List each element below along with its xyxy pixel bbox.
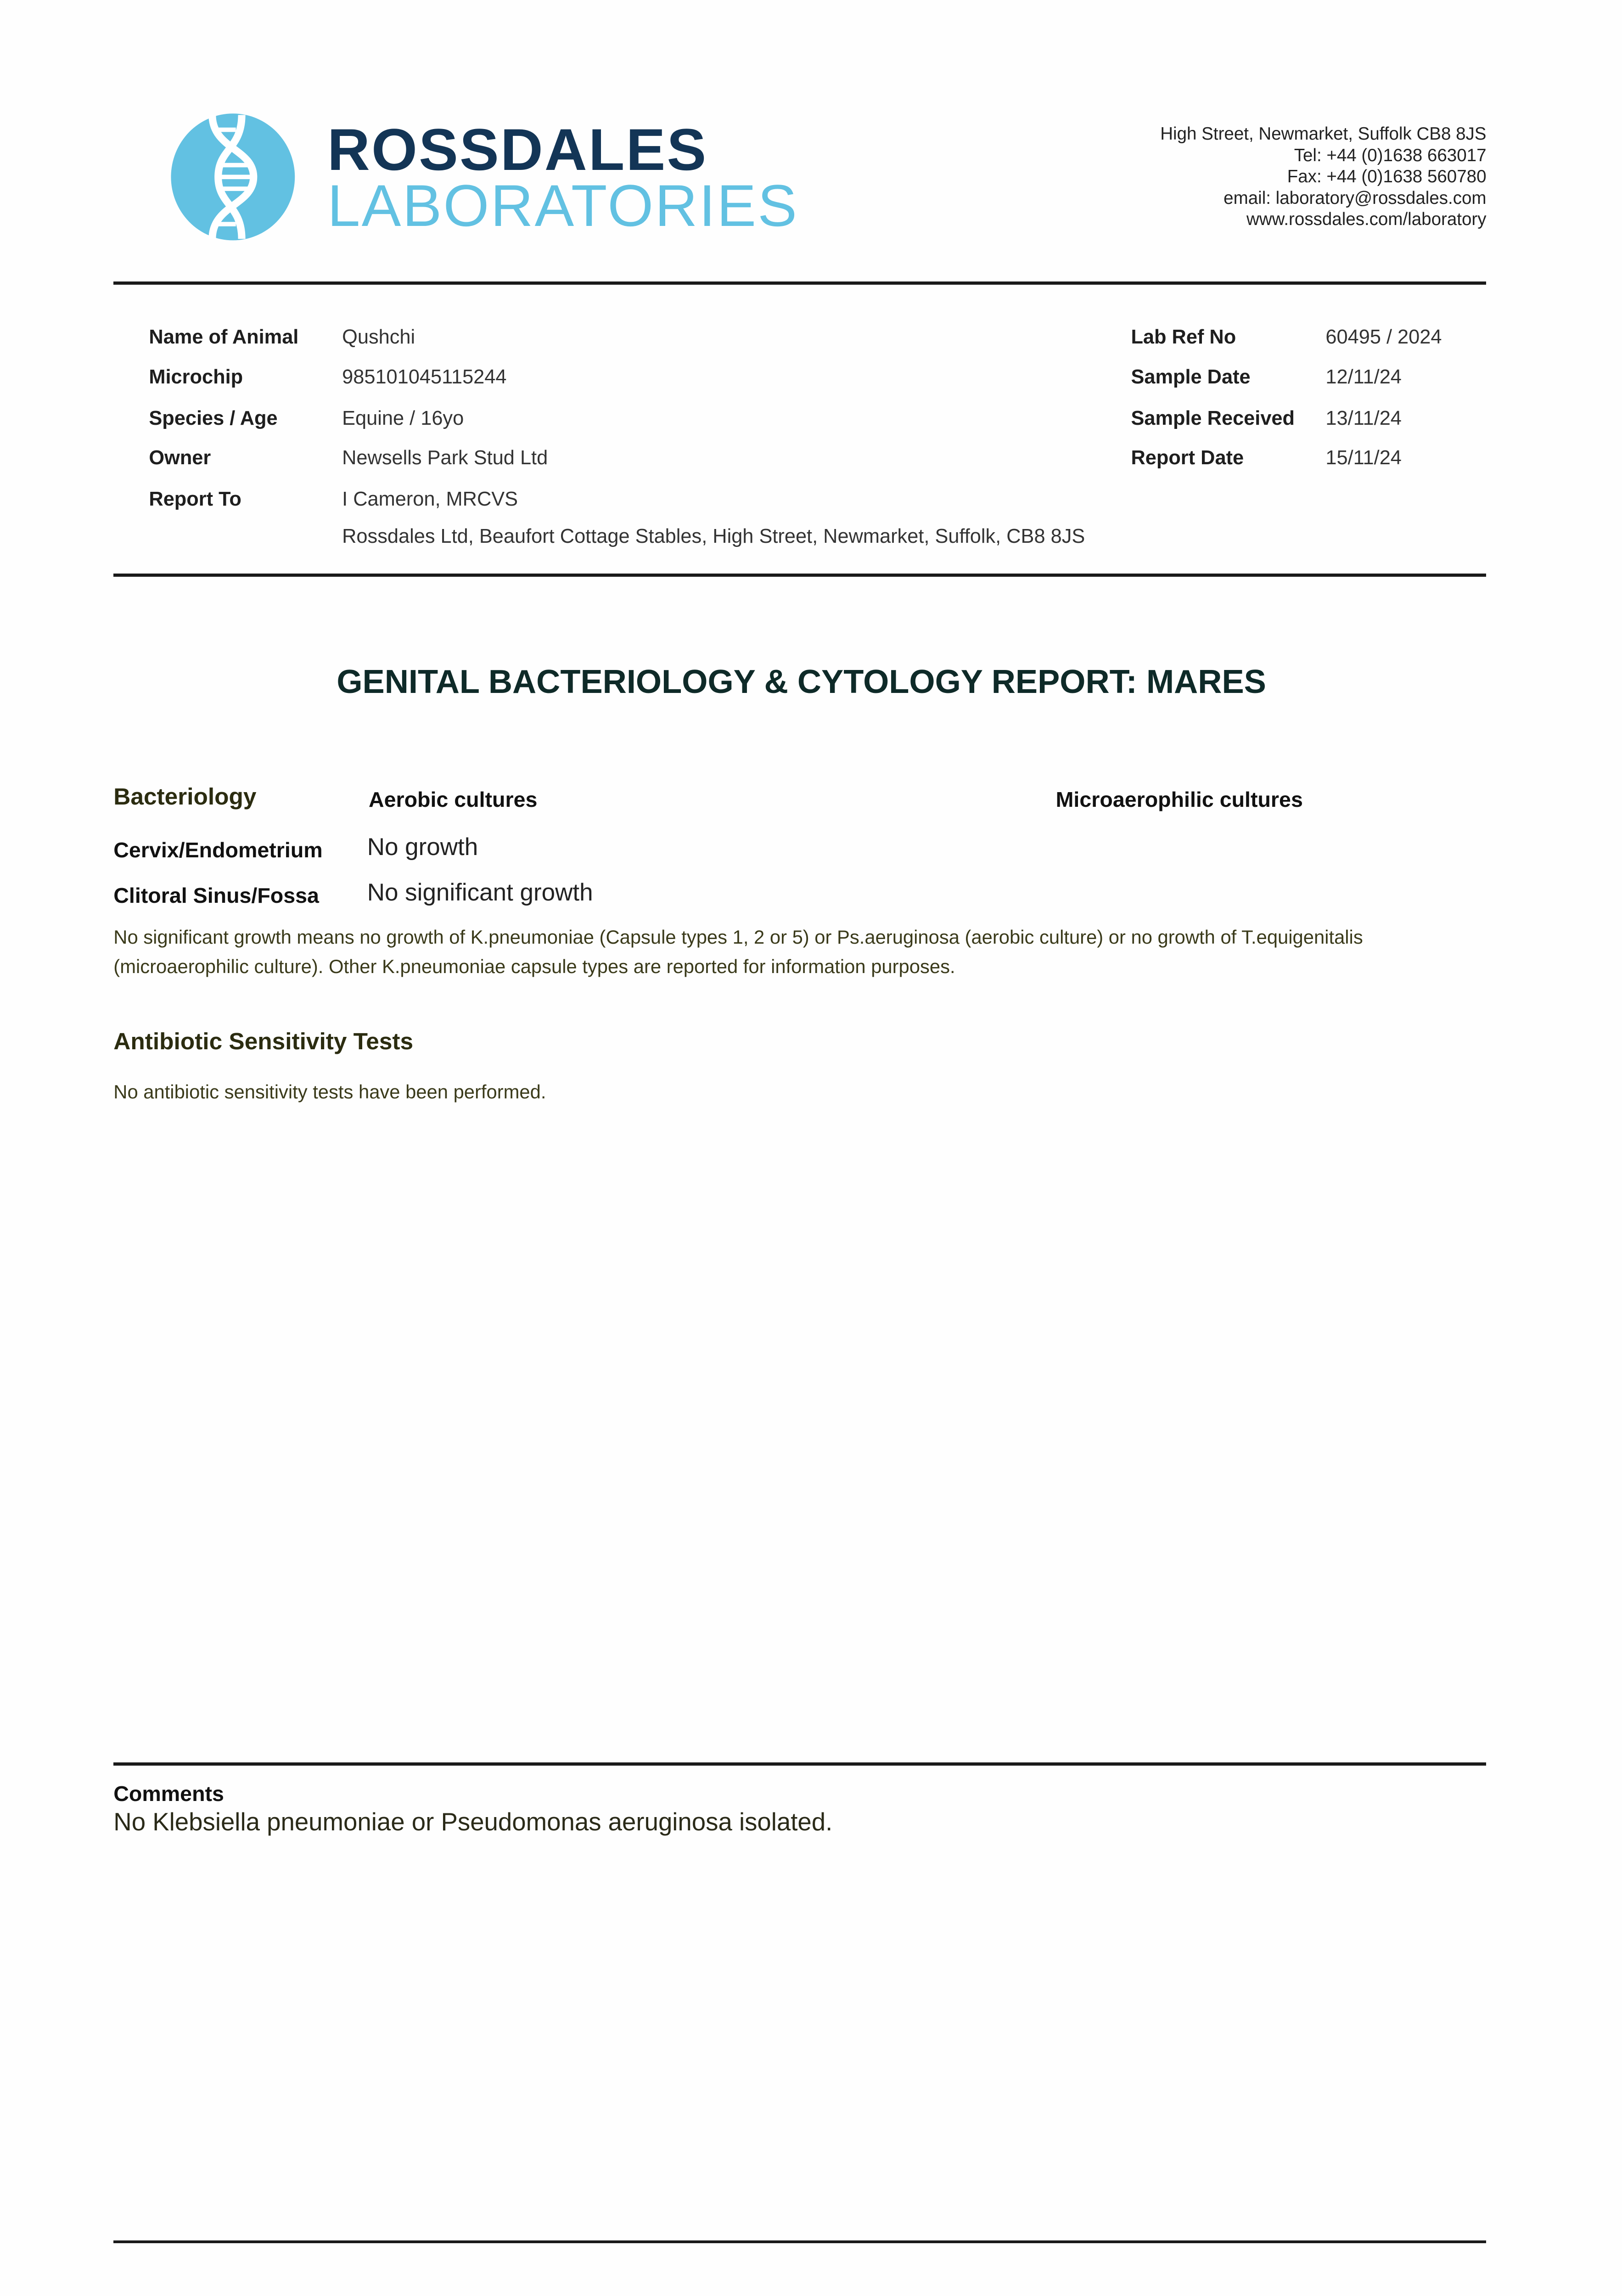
value-owner: Newsells Park Stud Ltd xyxy=(342,447,548,469)
logo-text-rossdales: ROSSDALES xyxy=(327,117,708,183)
comments-text: No Klebsiella pneumoniae or Pseudomonas aeruginosa isolated. xyxy=(113,1807,833,1836)
value-report-to-address: Rossdales Ltd, Beaufort Cottage Stables, High Street, Newmarket, Suffolk, CB8 8JS xyxy=(342,525,1085,547)
report-title: GENITAL BACTERIOLOGY & CYTOLOGY REPORT: MARES xyxy=(337,663,1266,700)
value-report-date: 15/11/24 xyxy=(1325,447,1402,469)
logo-text-laboratories: LABORATORIES xyxy=(327,173,799,239)
divider xyxy=(113,281,1486,284)
value-sample-date: 12/11/24 xyxy=(1325,366,1402,388)
label-sample-received: Sample Received xyxy=(1131,407,1295,429)
bacteriology-note-line1: No significant growth means no growth of K.pneumoniae (Capsule types 1, 2 or 5) or Ps.aeruginosa (aerobic culture) or no growth of T.equigenitalis xyxy=(113,926,1363,948)
bacteriology-note-line2: (microaerophilic culture). Other K.pneumoniae capsule types are reported for information purposes. xyxy=(113,956,955,978)
antibiotic-heading: Antibiotic Sensitivity Tests xyxy=(113,1027,414,1054)
contact-tel: Tel: +44 (0)1638 663017 xyxy=(1294,145,1487,165)
label-microchip: Microchip xyxy=(149,366,243,388)
label-report-date: Report Date xyxy=(1131,447,1244,469)
label-species-age: Species / Age xyxy=(149,407,278,429)
antibiotic-text: No antibiotic sensitivity tests have been performed. xyxy=(113,1081,546,1103)
value-species-age: Equine / 16yo xyxy=(342,407,464,429)
divider xyxy=(113,1762,1486,1765)
contact-fax: Fax: +44 (0)1638 560780 xyxy=(1287,167,1487,187)
value-report-to: I Cameron, MRCVS xyxy=(342,488,518,511)
footer-divider xyxy=(113,2240,1486,2243)
result-clitoral-aerobic: No significant growth xyxy=(367,879,593,906)
label-report-to: Report To xyxy=(149,488,241,511)
label-name-of-animal: Name of Animal xyxy=(149,326,299,349)
bacteriology-heading: Bacteriology xyxy=(113,782,257,810)
column-microaerophilic: Microaerophilic cultures xyxy=(1055,788,1303,812)
site-cervix-endometrium: Cervix/Endometrium xyxy=(113,838,323,862)
contact-email[interactable]: email: laboratory@rossdales.com xyxy=(1224,188,1487,208)
site-clitoral-sinus: Clitoral Sinus/Fossa xyxy=(113,884,319,908)
result-cervix-aerobic: No growth xyxy=(367,833,478,861)
dna-helix-icon xyxy=(168,112,298,242)
value-lab-ref: 60495 / 2024 xyxy=(1325,326,1442,349)
label-sample-date: Sample Date xyxy=(1131,366,1251,388)
value-name-of-animal: Qushchi xyxy=(342,326,415,349)
label-owner: Owner xyxy=(149,447,211,469)
comments-heading: Comments xyxy=(113,1782,224,1806)
contact-address: High Street, Newmarket, Suffolk CB8 8JS xyxy=(1160,124,1487,144)
value-sample-received: 13/11/24 xyxy=(1325,407,1402,429)
value-microchip: 985101045115244 xyxy=(342,366,507,388)
label-lab-ref: Lab Ref No xyxy=(1131,326,1236,349)
column-aerobic: Aerobic cultures xyxy=(368,788,538,812)
divider xyxy=(113,574,1486,576)
contact-website[interactable]: www.rossdales.com/laboratory xyxy=(1246,209,1487,230)
